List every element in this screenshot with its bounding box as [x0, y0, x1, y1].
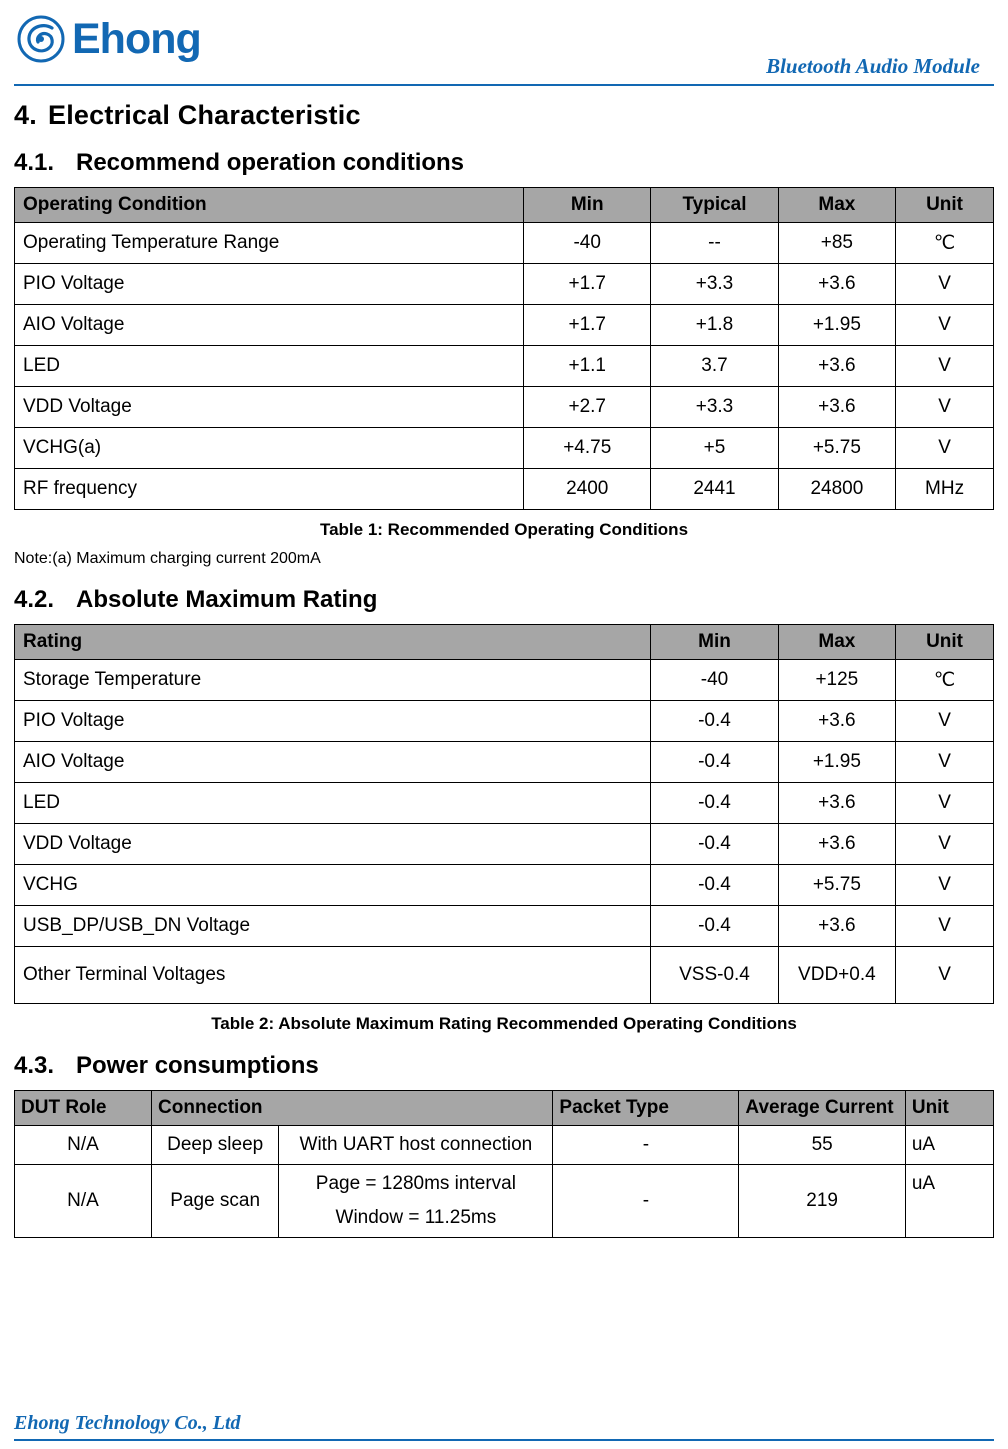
- cell-min: -40: [524, 223, 651, 264]
- section-title-4-3: Power consumptions: [76, 1052, 319, 1079]
- cell-unit: V: [896, 346, 994, 387]
- cell-max: +5.75: [778, 865, 895, 906]
- cell-min: -0.4: [651, 824, 778, 865]
- ehong-swirl-logo-icon: [16, 14, 66, 64]
- col-unit: Unit: [896, 625, 994, 660]
- recommended-operating-conditions-table: [14, 187, 994, 510]
- cell-min: -0.4: [651, 783, 778, 824]
- table-row: [15, 346, 994, 387]
- cell-max: +3.6: [778, 906, 895, 947]
- cell-min: +1.7: [524, 264, 651, 305]
- cell-rating: LED: [15, 783, 651, 824]
- cell-condition: VDD Voltage: [15, 387, 524, 428]
- table-2-caption: Table 2: Absolute Maximum Rating Recommended Operating Conditions: [211, 1014, 797, 1033]
- cell-typical: +3.3: [651, 264, 778, 305]
- cell-unit: V: [896, 387, 994, 428]
- cell-average-current: 219: [739, 1165, 905, 1238]
- table-row: [15, 264, 994, 305]
- table-row: [15, 947, 994, 1004]
- cell-min: -0.4: [651, 701, 778, 742]
- col-rating: Rating: [15, 625, 651, 660]
- col-max: Max: [778, 625, 895, 660]
- cell-unit: V: [896, 865, 994, 906]
- cell-typical: --: [651, 223, 778, 264]
- cell-rating: USB_DP/USB_DN Voltage: [15, 906, 651, 947]
- absolute-maximum-rating-table: [14, 624, 994, 1004]
- section-number-4: 4.: [14, 100, 37, 130]
- section-number-4-1: 4.1.: [14, 149, 55, 176]
- table-row: [15, 742, 994, 783]
- table-1-note: Note:(a) Maximum charging current 200mA: [14, 550, 321, 567]
- cell-rating: VDD Voltage: [15, 824, 651, 865]
- cell-packet-type: -: [553, 1165, 739, 1238]
- cell-rating: VCHG: [15, 865, 651, 906]
- page-header: [14, 10, 994, 88]
- cell-max: +125: [778, 660, 895, 701]
- col-dut-role: DUT Role: [15, 1091, 152, 1126]
- page-title: [14, 100, 994, 131]
- cell-unit: V: [896, 428, 994, 469]
- table-header-row: [15, 625, 994, 660]
- col-typical: Typical: [651, 188, 778, 223]
- detail-line-2: Window = 11.25ms: [335, 1207, 497, 1228]
- cell-condition: RF frequency: [15, 469, 524, 510]
- table-row: [15, 906, 994, 947]
- cell-condition: Operating Temperature Range: [15, 223, 524, 264]
- brand-logo: [16, 14, 201, 64]
- col-connection: Connection: [152, 1091, 553, 1126]
- cell-typical: 3.7: [651, 346, 778, 387]
- col-unit: Unit: [896, 188, 994, 223]
- cell-max: +5.75: [778, 428, 895, 469]
- table-row: [15, 305, 994, 346]
- cell-unit: ℃: [896, 223, 994, 264]
- table-row: [15, 428, 994, 469]
- cell-rating: PIO Voltage: [15, 701, 651, 742]
- cell-average-current: 55: [739, 1126, 905, 1165]
- cell-max: +3.6: [778, 346, 895, 387]
- cell-dut-role: N/A: [15, 1165, 152, 1238]
- table-row: [15, 701, 994, 742]
- cell-condition: VCHG(a): [15, 428, 524, 469]
- cell-typical: 2441: [651, 469, 778, 510]
- cell-unit: MHz: [896, 469, 994, 510]
- section-number-4-3: 4.3.: [14, 1052, 55, 1079]
- col-min: Min: [524, 188, 651, 223]
- cell-unit: V: [896, 264, 994, 305]
- header-doc-title: Bluetooth Audio Module: [766, 54, 980, 78]
- col-max: Max: [778, 188, 895, 223]
- cell-unit: ℃: [896, 660, 994, 701]
- footer-divider: [14, 1439, 994, 1441]
- cell-unit: V: [896, 783, 994, 824]
- table-row: [15, 824, 994, 865]
- header-divider: [14, 84, 994, 86]
- cell-rating: AIO Voltage: [15, 742, 651, 783]
- cell-min: +1.1: [524, 346, 651, 387]
- cell-unit: V: [896, 701, 994, 742]
- section-heading-4-3: [14, 1052, 994, 1080]
- cell-max: +3.6: [778, 824, 895, 865]
- table-row: [15, 1165, 994, 1238]
- cell-min: 2400: [524, 469, 651, 510]
- table-row: [15, 469, 994, 510]
- cell-mode: Deep sleep: [152, 1126, 279, 1165]
- cell-unit: V: [896, 305, 994, 346]
- cell-max: 24800: [778, 469, 895, 510]
- cell-unit: uA: [905, 1165, 993, 1238]
- cell-min: -0.4: [651, 865, 778, 906]
- cell-min: +2.7: [524, 387, 651, 428]
- cell-unit: V: [896, 906, 994, 947]
- cell-min: -0.4: [651, 906, 778, 947]
- cell-min: -40: [651, 660, 778, 701]
- cell-condition: LED: [15, 346, 524, 387]
- table-row: [15, 783, 994, 824]
- section-heading-4-2: [14, 586, 994, 614]
- cell-max: VDD+0.4: [778, 947, 895, 1004]
- section-title-4-2: Absolute Maximum Rating: [76, 586, 378, 613]
- cell-rating: Storage Temperature: [15, 660, 651, 701]
- cell-max: +1.95: [778, 305, 895, 346]
- col-unit: Unit: [905, 1091, 993, 1126]
- table-header-row: [15, 188, 994, 223]
- table-row: [15, 865, 994, 906]
- cell-max: +3.6: [778, 387, 895, 428]
- cell-connection-detail: [279, 1165, 553, 1238]
- col-operating-condition: Operating Condition: [15, 188, 524, 223]
- section-number-4-2: 4.2.: [14, 586, 55, 613]
- col-average-current: Average Current: [739, 1091, 905, 1126]
- cell-unit: uA: [905, 1126, 993, 1165]
- cell-mode: Page scan: [152, 1165, 279, 1238]
- cell-condition: AIO Voltage: [15, 305, 524, 346]
- cell-typical: +5: [651, 428, 778, 469]
- cell-unit: V: [896, 824, 994, 865]
- cell-typical: +1.8: [651, 305, 778, 346]
- cell-rating: Other Terminal Voltages: [15, 947, 651, 1004]
- table-header-row: [15, 1091, 994, 1126]
- cell-max: +1.95: [778, 742, 895, 783]
- cell-max: +3.6: [778, 783, 895, 824]
- cell-max: +85: [778, 223, 895, 264]
- section-title-4: Electrical Characteristic: [48, 100, 361, 130]
- cell-unit: V: [896, 742, 994, 783]
- section-heading-4-1: [14, 149, 994, 177]
- cell-min: +1.7: [524, 305, 651, 346]
- cell-packet-type: -: [553, 1126, 739, 1165]
- table-row: [15, 387, 994, 428]
- col-min: Min: [651, 625, 778, 660]
- cell-max: +3.6: [778, 264, 895, 305]
- cell-max: +3.6: [778, 701, 895, 742]
- brand-name: Ehong: [72, 14, 201, 63]
- cell-min: -0.4: [651, 742, 778, 783]
- col-packet-type: Packet Type: [553, 1091, 739, 1126]
- cell-unit: V: [896, 947, 994, 1004]
- cell-condition: PIO Voltage: [15, 264, 524, 305]
- cell-typical: +3.3: [651, 387, 778, 428]
- detail-line-1: With UART host connection: [299, 1134, 533, 1155]
- table-row: [15, 1126, 994, 1165]
- cell-connection-detail: [279, 1126, 553, 1165]
- table-row: [15, 660, 994, 701]
- section-title-4-1: Recommend operation conditions: [76, 149, 465, 176]
- detail-line-1: Page = 1280ms interval: [315, 1173, 516, 1194]
- page-footer: [14, 1412, 994, 1441]
- table-row: [15, 223, 994, 264]
- cell-min: VSS-0.4: [651, 947, 778, 1004]
- cell-min: +4.75: [524, 428, 651, 469]
- table-1-caption: Table 1: Recommended Operating Conditions: [319, 520, 689, 539]
- power-consumptions-table: [14, 1090, 994, 1238]
- cell-dut-role: N/A: [15, 1126, 152, 1165]
- footer-company: Ehong Technology Co., Ltd: [14, 1412, 241, 1434]
